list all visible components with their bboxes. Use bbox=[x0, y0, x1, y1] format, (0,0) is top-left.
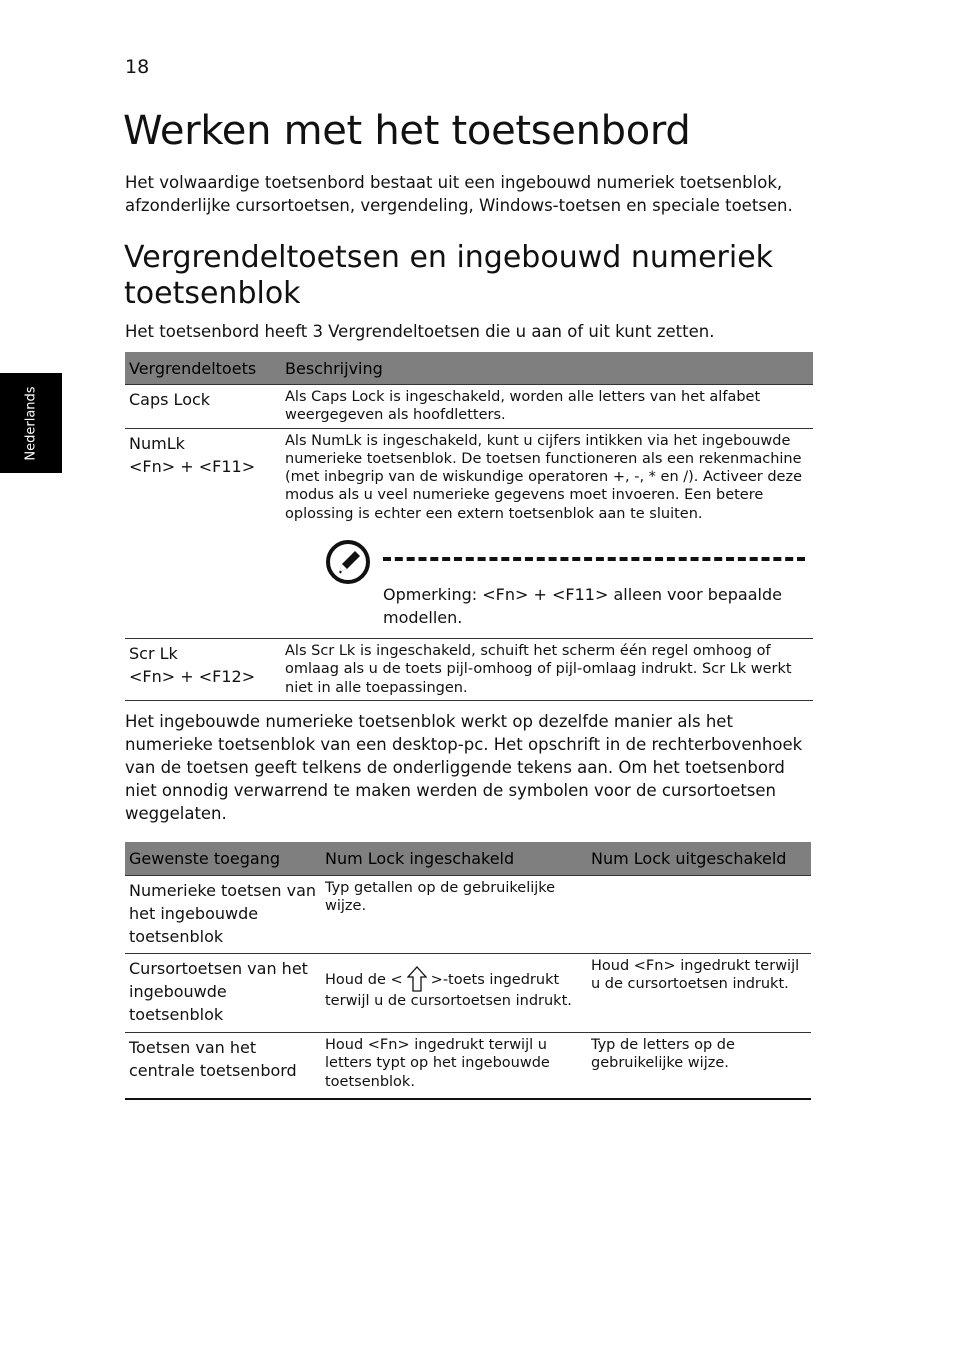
note-pencil-icon bbox=[325, 539, 371, 585]
text-segment: -toets ingedrukt terwijl u de cursortoetsen indrukt. bbox=[325, 972, 572, 1009]
table-row bbox=[125, 385, 813, 429]
header-numlock-off: Num Lock uitgeschakeld bbox=[587, 842, 811, 876]
numpad-paragraph: Het ingebouwde numerieke toetsenblok werkt op dezelfde manier als het numerieke toetsenblok van een desktop-pc. Het opschrift in de rechterbovenhoek van de toetsen geeft telkens de onderliggende tekens aan. Om het toetsenbord niet onnodig verwarrend te maken werden de symbolen voor de cursortoetsen weggelaten. bbox=[125, 712, 803, 823]
text-segment: Houd de bbox=[325, 972, 386, 988]
numlock-on-cell: Typ getallen op de gebruikelijke wijze. bbox=[321, 876, 587, 954]
numlock-off-cell bbox=[587, 876, 811, 954]
lock-key-name: NumLk bbox=[129, 433, 185, 453]
lock-desc-cell: Als Caps Lock is ingeschakeld, worden alle letters van het alfabet weergegeven als hoofdletters. bbox=[281, 385, 813, 429]
numlock-off-cell: Typ de letters op de gebruikelijke wijze. bbox=[587, 1033, 811, 1099]
lock-desc-text: Als NumLk is ingeschakeld, kunt u cijfers intikken via het ingebouwde numerieke toetsenblok. De toetsen functioneren als een rekenmachine (met inbegrip van de wiskundige operatoren +, -, * en /). Activeer deze modus als u veel numerieke gegevens moet invoeren. Een betere oplossing is echter een extern toetsenblok aan te sluiten. bbox=[285, 432, 803, 522]
header-description: Beschrijving bbox=[281, 352, 813, 385]
lock-key-cell bbox=[125, 428, 281, 638]
note-divider bbox=[383, 557, 805, 561]
table-row bbox=[125, 1033, 811, 1099]
numlock-off-cell bbox=[587, 954, 811, 1033]
text-segment: ingedrukt terwijl u letters typt op het ingebouwde toetsenblok. bbox=[325, 1037, 550, 1090]
table-row bbox=[125, 639, 813, 701]
text-segment: > bbox=[430, 972, 443, 988]
shift-arrow-icon bbox=[407, 966, 427, 992]
header-numlock-on: Num Lock ingeschakeld bbox=[321, 842, 587, 876]
side-tab-label: Nederlands bbox=[23, 385, 39, 461]
numlock-on-cell bbox=[321, 954, 587, 1033]
numlock-on-cell bbox=[321, 1033, 587, 1099]
lock-keys-table bbox=[125, 352, 813, 701]
access-cell: Numerieke toetsen van het ingebouwde toetsenblok bbox=[125, 876, 321, 954]
language-side-tab bbox=[0, 373, 62, 473]
header-access: Gewenste toegang bbox=[125, 842, 321, 876]
text-segment: Houd bbox=[325, 1037, 364, 1053]
lock-key-name: Scr Lk bbox=[129, 644, 178, 664]
lock-key-combo: <Fn> + <F11> bbox=[129, 456, 256, 476]
note-body bbox=[383, 539, 809, 629]
access-cell: Toetsen van het centrale toetsenbord bbox=[125, 1033, 321, 1099]
header-lock-key: Vergrendeltoets bbox=[125, 352, 281, 385]
lock-desc-cell: Als Scr Lk is ingeschakeld, schuift het scherm één regel omhoog of omlaag als u de toets pijl-omhoog of pijl-omlaag indrukt. Scr Lk werkt niet in alle toepassingen. bbox=[281, 639, 813, 701]
text-segment: < bbox=[390, 972, 403, 988]
text-segment: Houd bbox=[591, 958, 630, 974]
section-title: Vergrendeltoetsen en ingebouwd numeriek toetsenblok bbox=[124, 240, 774, 311]
section-lead: Het toetsenbord heeft 3 Vergrendeltoetsen die u aan of uit kunt zetten. bbox=[125, 322, 715, 341]
lock-desc-cell bbox=[281, 428, 813, 638]
note-box bbox=[325, 539, 809, 635]
lock-key-cell bbox=[125, 639, 281, 701]
table-row bbox=[125, 428, 813, 638]
text-segment: ingedrukt terwijl u de cursortoetsen indrukt. bbox=[591, 958, 800, 993]
fn-key-label: <Fn> bbox=[367, 1037, 410, 1053]
page-title: Werken met het toetsenbord bbox=[123, 108, 691, 154]
lock-key-cell bbox=[125, 385, 281, 429]
table-header-row bbox=[125, 842, 811, 876]
note-text: Opmerking: <Fn> + <F11> alleen voor bepaalde modellen. bbox=[383, 585, 782, 628]
access-table bbox=[125, 842, 811, 1100]
fn-key-label: <Fn> bbox=[633, 958, 676, 974]
page-number: 18 bbox=[125, 56, 150, 78]
table-row bbox=[125, 954, 811, 1033]
table-header-row bbox=[125, 352, 813, 385]
table-row bbox=[125, 876, 811, 954]
intro-paragraph: Het volwaardige toetsenbord bestaat uit een ingebouwd numeriek toetsenblok, afzonderlijke cursortoetsen, vergendeling, Windows-toetsen en speciale toetsen. bbox=[125, 173, 793, 215]
access-cell: Cursortoetsen van het ingebouwde toetsenblok bbox=[125, 954, 321, 1033]
lock-key-combo: <Fn> + <F12> bbox=[129, 667, 256, 687]
lock-key-name: Caps Lock bbox=[129, 390, 211, 409]
